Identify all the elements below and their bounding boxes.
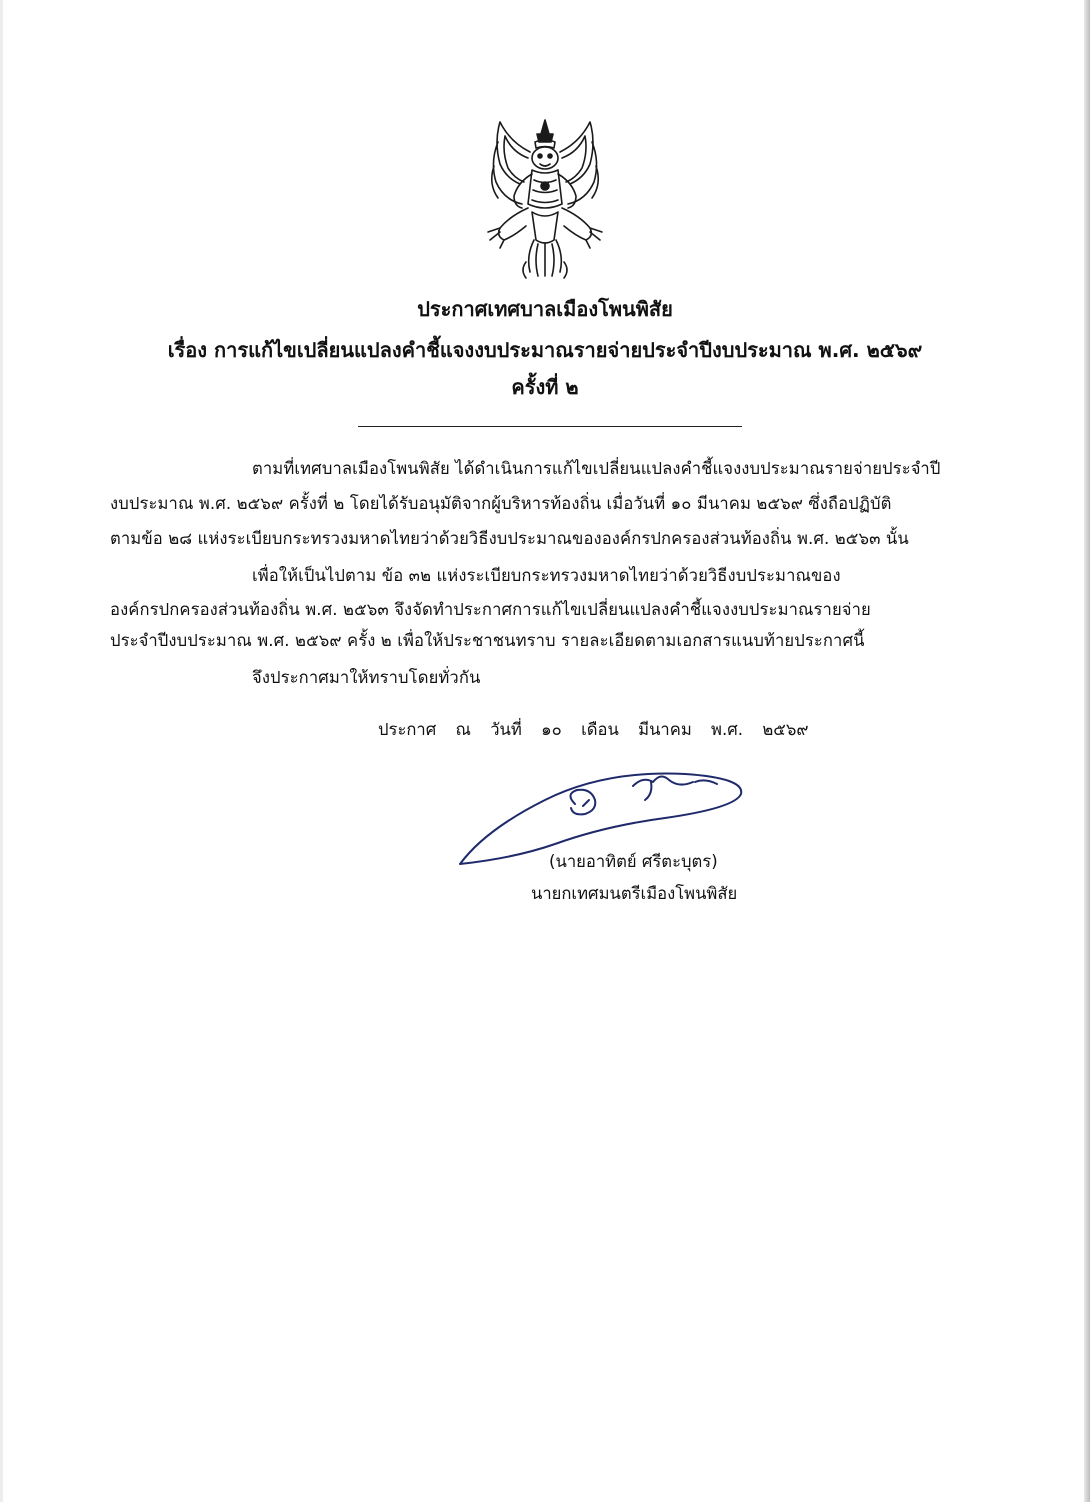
announcement-subject: เรื่อง การแก้ไขเปลี่ยนแปลงคำชี้แจงงบประมาณรายจ่ายประจำปีงบประมาณ พ.ศ. ๒๕๖๙ [167,338,923,362]
body-line: ประจำปีงบประมาณ พ.ศ. ๒๕๖๙ ครั้ง ๒ เพื่อให้ประชาชนทราบ รายละเอียดตามเอกสารแนบท้ายประกาศนี้ [110,631,865,650]
body-line: องค์กรปกครองส่วนท้องถิ่น พ.ศ. ๒๕๖๓ จึงจัดทำประกาศการแก้ไขเปลี่ยนแปลงคำชี้แจงงบประมาณรายจ่าย [110,600,871,619]
body-line: ตามข้อ ๒๘ แห่งระเบียบกระทรวงมหาดไทยว่าด้วยวิธีงบประมาณขององค์กรปกครองส่วนท้องถิ่น พ.ศ. ๒๕๖๓ นั้น [110,529,909,548]
date-announce-label: ประกาศ [378,720,437,739]
date-at-label: ณ [455,720,471,739]
date-day-label: วันที่ [490,720,522,739]
date-month: มีนาคม [638,720,692,739]
date-year: ๒๕๖๙ [762,720,809,739]
page-edge-right [1084,0,1090,1502]
closing-line: จึงประกาศมาให้ทราบโดยทั่วกัน [252,668,481,687]
date-era: พ.ศ. [711,720,744,739]
announcement-title: ประกาศเทศบาลเมืองโพนพิสัย [417,297,673,321]
announcement-round: ครั้งที่ ๒ [511,375,579,399]
garuda-emblem-icon [470,112,620,282]
body-line: เพื่อให้เป็นไปตาม ข้อ ๓๒ แห่งระเบียบกระทรวงมหาดไทยว่าด้วยวิธีงบประมาณของ [252,566,841,585]
date-month-label: เดือน [581,720,619,739]
date-day: ๑๐ [541,720,562,739]
signer-position: นายกเทศมนตรีเมืองโพนพิสัย [531,884,738,903]
body-line: งบประมาณ พ.ศ. ๒๕๖๙ ครั้งที่ ๒ โดยได้รับอนุมัติจากผู้บริหารท้องถิ่น เมื่อวันที่ ๑๐ มีนาคม ๒๕๖๙ ซึ่งถือปฏิบัติ [110,494,892,513]
title-divider [358,426,742,427]
page-edge-left [0,0,3,1502]
body-line: ตามที่เทศบาลเมืองโพนพิสัย ได้ดำเนินการแก้ไขเปลี่ยนแปลงคำชี้แจงงบประมาณรายจ่ายประจำปี [252,459,941,478]
signer-name: (นายอาทิตย์ ศรีตะบุตร) [549,852,718,871]
announcement-date [378,717,823,743]
